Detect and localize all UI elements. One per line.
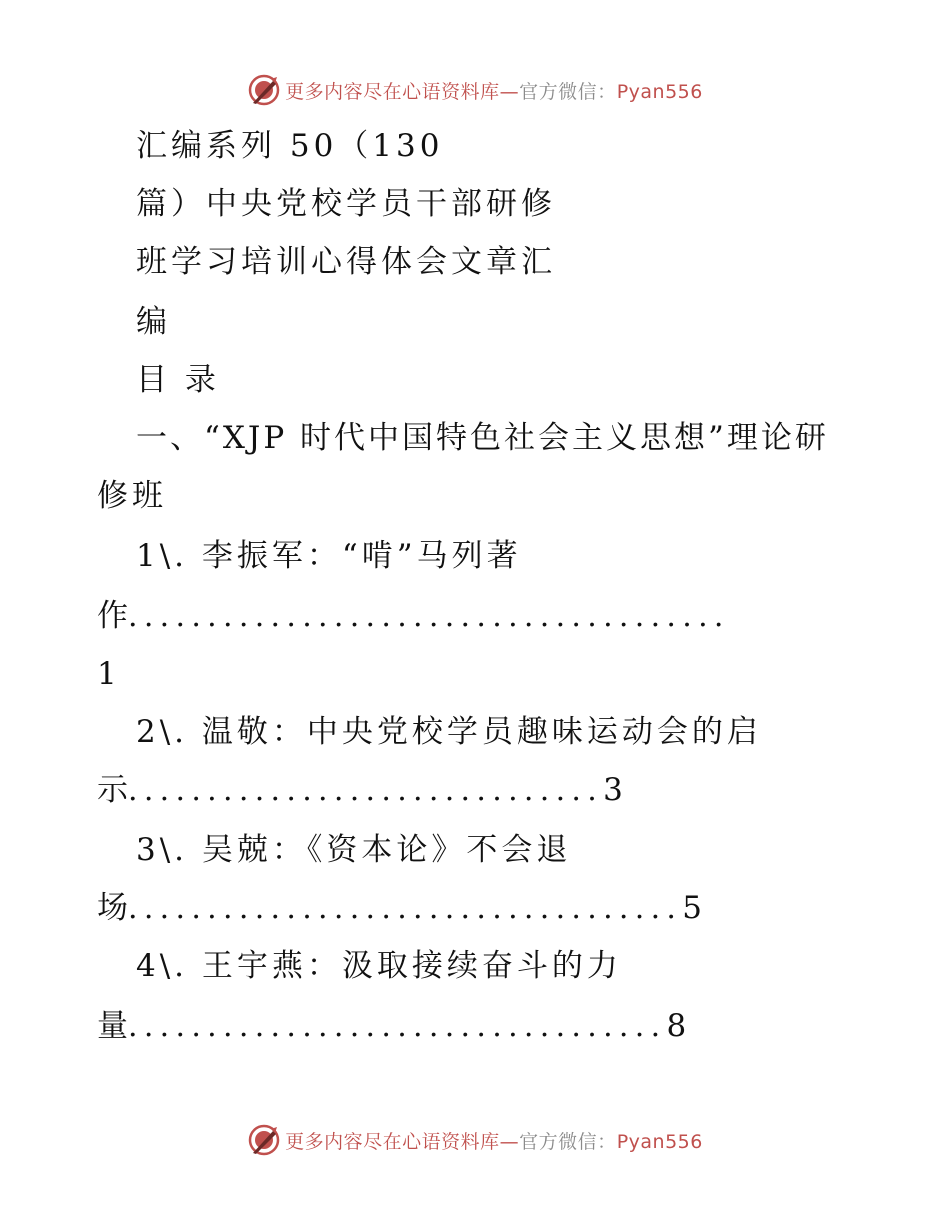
toc-section-1-title: 一、“XJP 时代中国特色社会主义思想”理论研 [136, 420, 829, 456]
toc-entry-4-leader[interactable] [97, 1006, 686, 1047]
quill-pen-seal-icon [247, 1123, 281, 1157]
toc-entry-2-tail: 示 [97, 772, 128, 808]
toc-section-1-title-cont: 修班 [97, 478, 167, 514]
toc-entry-1-leader[interactable] [97, 596, 730, 637]
toc-entry-4-page: 8 [666, 1008, 687, 1044]
banner-wechat-label: 官方微信： [519, 1130, 617, 1153]
toc-entry-1-dots: ...................................... [128, 599, 730, 634]
toc-entry-1-page: 1 [97, 656, 121, 692]
toc-entry-3-dots: ................................... [128, 891, 683, 926]
title-line-4: 编 [136, 304, 171, 340]
toc-entry-3-tail: 场 [97, 890, 128, 926]
banner-site-name: 更多内容尽在心语资料库 [285, 1130, 500, 1153]
banner-dash: — [499, 80, 520, 103]
toc-entry-4-title[interactable]: 4\. 王宇燕：汲取接续奋斗的力 [136, 948, 622, 984]
title-line-2: 篇）中央党校学员干部研修 [136, 186, 556, 222]
banner-text [285, 1127, 703, 1154]
banner-site-name: 更多内容尽在心语资料库 [285, 80, 500, 103]
title-line-3: 班学习培训心得体会文章汇 [136, 244, 556, 280]
banner-wechat-id: Pyan556 [616, 80, 703, 103]
toc-entry-3-page: 5 [682, 890, 702, 926]
toc-entry-2-leader[interactable] [97, 770, 623, 811]
toc-entry-4-tail: 量 [97, 1008, 128, 1044]
toc-heading: 目 录 [136, 362, 220, 398]
toc-entry-4-dots: .................................. [128, 1009, 667, 1044]
toc-entry-2-dots: .............................. [128, 773, 604, 808]
toc-entry-1-tail: 作 [97, 598, 128, 634]
toc-entry-1-title[interactable]: 1\. 李振军：“啃”马列著 [136, 538, 522, 574]
title-line-1: 汇编系列 50（130 [136, 128, 444, 164]
toc-entry-2-title[interactable]: 2\. 温敬：中央党校学员趣味运动会的启 [136, 714, 762, 750]
banner-dash: — [499, 1130, 520, 1153]
banner-wechat-label: 官方微信： [519, 80, 617, 103]
footer-watermark-banner [0, 1120, 950, 1160]
toc-entry-2-page: 3 [603, 772, 623, 808]
header-watermark-banner [0, 70, 950, 110]
quill-pen-seal-icon [247, 73, 281, 107]
banner-wechat-id: Pyan556 [616, 1130, 703, 1153]
toc-entry-3-leader[interactable] [97, 888, 702, 929]
toc-entry-3-title[interactable]: 3\. 吴兢：《资本论》不会退 [136, 832, 572, 868]
banner-text [285, 77, 703, 104]
